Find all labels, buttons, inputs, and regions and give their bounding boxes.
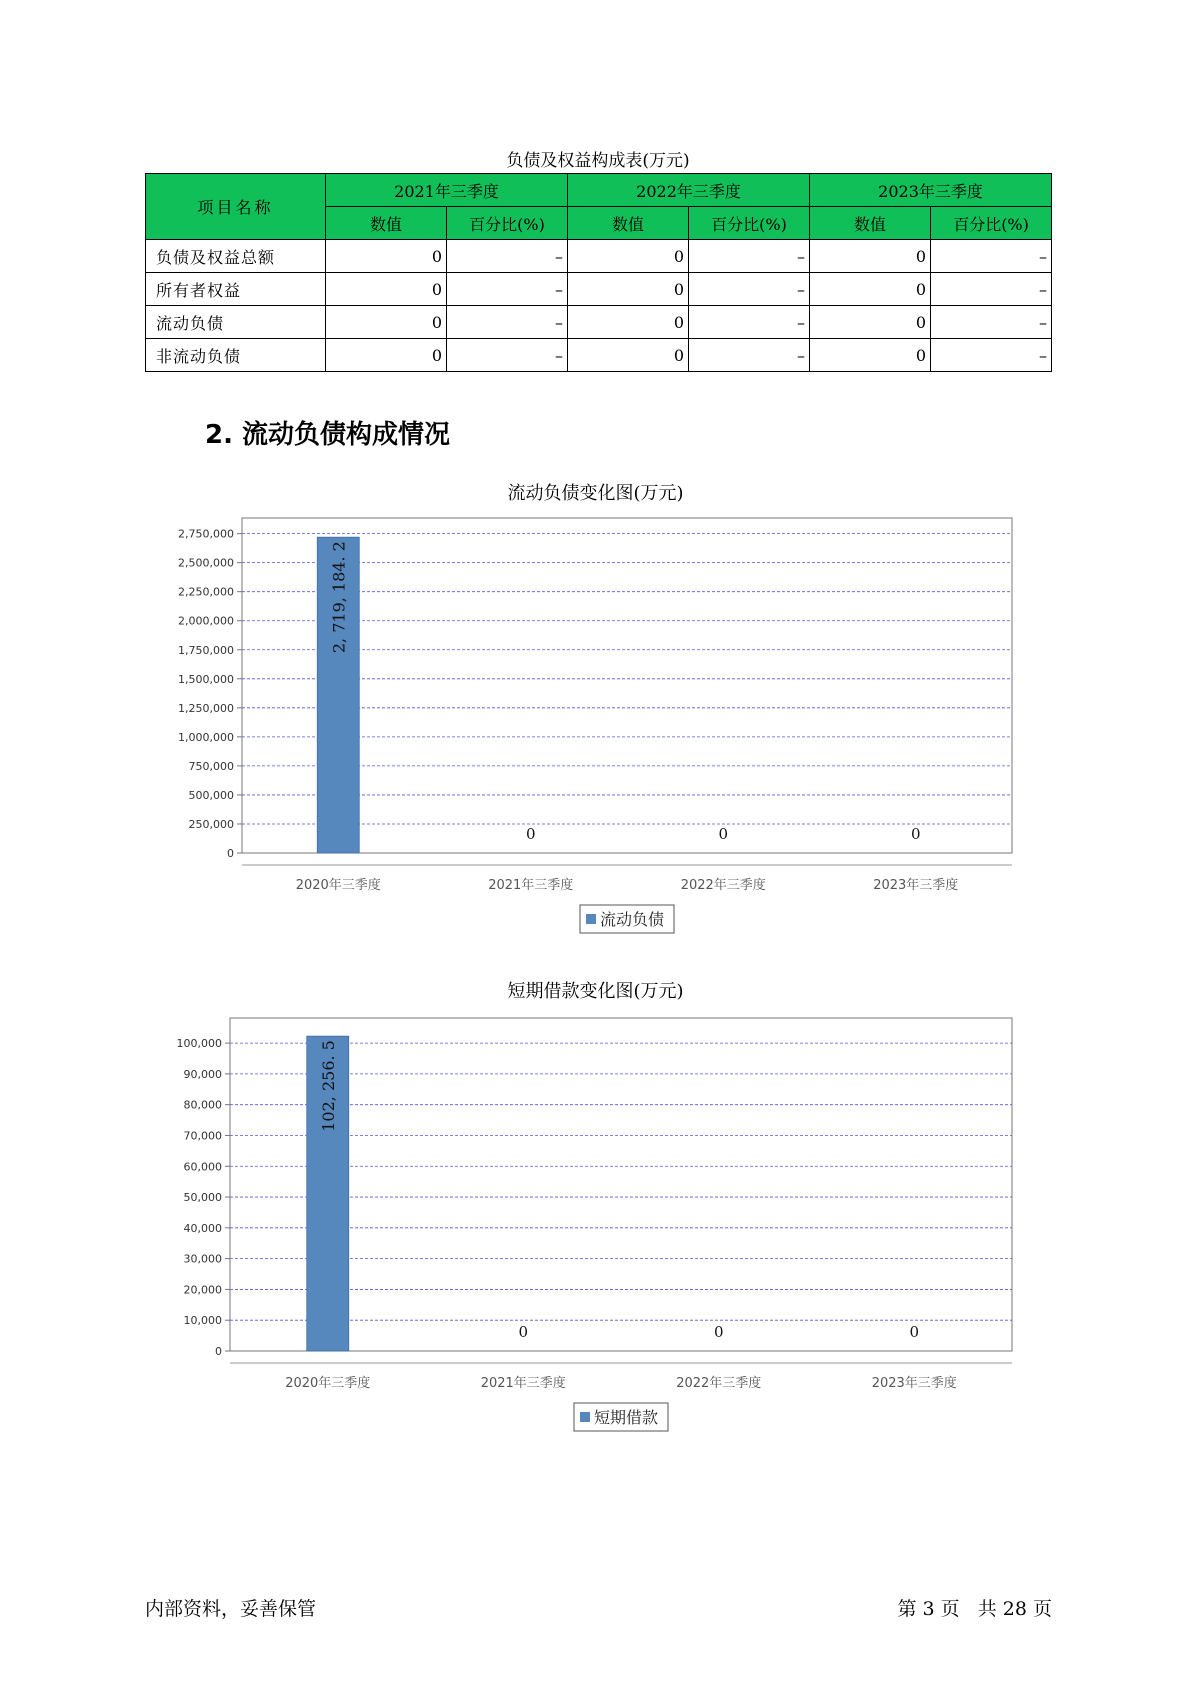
y-tick-label: 500,000 [188, 788, 234, 802]
bar-value-label: 0 [518, 1323, 529, 1341]
y-tick-label: 2,250,000 [178, 585, 234, 599]
y-tick-label: 80,000 [183, 1098, 222, 1112]
header-value: 数值 [326, 207, 447, 240]
y-tick-label: 30,000 [183, 1252, 222, 1266]
y-tick-label: 100,000 [176, 1037, 222, 1051]
cell-percent: – [689, 339, 810, 372]
bar-value-label: 0 [718, 825, 729, 843]
y-tick-label: 0 [227, 847, 234, 860]
header-percent: 百分比(%) [447, 207, 568, 240]
chart-title-short-term-loans: 短期借款变化图(万元) [507, 981, 684, 1002]
y-tick-label: 40,000 [183, 1221, 222, 1235]
cell-percent: – [689, 306, 810, 339]
row-name: 非流动负债 [146, 339, 326, 372]
header-value: 数值 [810, 207, 931, 240]
header-item-name: 项目名称 [146, 174, 326, 240]
table-caption: 负债及权益构成表(万元) [506, 151, 690, 171]
y-tick-label: 50,000 [183, 1191, 222, 1205]
y-tick-label: 2,500,000 [178, 556, 234, 570]
x-tick-label: 2020年三季度 [295, 878, 381, 893]
cell-value: 0 [326, 240, 447, 273]
y-tick-label: 0 [215, 1345, 222, 1358]
section-title: 2. 流动负债构成情况 [205, 420, 451, 450]
x-tick-label: 2020年三季度 [285, 1376, 371, 1391]
footer-confidential: 内部资料，妥善保管 [145, 1598, 317, 1620]
current-liabilities-chart [0, 510, 1191, 970]
cell-percent: – [931, 306, 1052, 339]
legend-label: 流动负债 [600, 910, 665, 929]
y-tick-label: 90,000 [183, 1067, 222, 1081]
cell-value: 0 [810, 273, 931, 306]
y-tick-label: 1,750,000 [178, 643, 234, 657]
cell-value: 0 [326, 273, 447, 306]
cell-value: 0 [326, 339, 447, 372]
cell-percent: – [447, 306, 568, 339]
y-tick-label: 1,500,000 [178, 672, 234, 686]
y-tick-label: 2,000,000 [178, 614, 234, 628]
bar-value-label: 2, 719, 184. 2 [329, 541, 349, 654]
y-tick-label: 10,000 [183, 1314, 222, 1328]
legend-label: 短期借款 [594, 1408, 659, 1427]
legend-swatch [586, 914, 596, 924]
header-period: 2022年三季度 [568, 174, 810, 207]
liabilities-equity-table [145, 173, 1052, 372]
cell-percent: – [689, 273, 810, 306]
y-tick-label: 2,750,000 [178, 527, 234, 541]
x-tick-label: 2022年三季度 [676, 1376, 762, 1391]
row-name: 所有者权益 [146, 273, 326, 306]
cell-percent: – [447, 339, 568, 372]
x-tick-label: 2021年三季度 [488, 878, 574, 893]
table-row [146, 273, 1052, 306]
x-tick-label: 2022年三季度 [680, 878, 766, 893]
row-name: 流动负债 [146, 306, 326, 339]
short-term-loans-chart [0, 1008, 1191, 1468]
y-tick-label: 70,000 [183, 1129, 222, 1143]
y-tick-label: 1,250,000 [178, 701, 234, 715]
bar-value-label: 0 [713, 1323, 724, 1341]
cell-percent: – [931, 339, 1052, 372]
row-name: 负债及权益总额 [146, 240, 326, 273]
header-period: 2023年三季度 [810, 174, 1052, 207]
x-tick-label: 2021年三季度 [480, 1376, 566, 1391]
cell-value: 0 [568, 240, 689, 273]
table-row [146, 306, 1052, 339]
legend-swatch [580, 1412, 590, 1422]
header-value: 数值 [568, 207, 689, 240]
chart-title-current-liabilities: 流动负债变化图(万元) [507, 483, 684, 504]
cell-percent: – [931, 273, 1052, 306]
cell-value: 0 [326, 306, 447, 339]
bar-value-label: 0 [909, 1323, 920, 1341]
cell-value: 0 [568, 339, 689, 372]
cell-value: 0 [568, 273, 689, 306]
y-tick-label: 20,000 [183, 1283, 222, 1297]
header-percent: 百分比(%) [689, 207, 810, 240]
y-tick-label: 1,000,000 [178, 730, 234, 744]
cell-value: 0 [810, 306, 931, 339]
x-tick-label: 2023年三季度 [871, 1376, 957, 1391]
y-tick-label: 750,000 [188, 759, 234, 773]
header-percent: 百分比(%) [931, 207, 1052, 240]
footer-page-number: 第 3 页 共 28 页 [897, 1598, 1052, 1620]
table-row [146, 240, 1052, 273]
cell-value: 0 [810, 339, 931, 372]
cell-percent: – [447, 273, 568, 306]
bar-value-label: 0 [910, 825, 921, 843]
y-tick-label: 60,000 [183, 1160, 222, 1174]
cell-percent: – [447, 240, 568, 273]
bar-value-label: 102, 256. 5 [318, 1040, 338, 1132]
header-period: 2021年三季度 [326, 174, 568, 207]
y-tick-label: 250,000 [188, 817, 234, 831]
bar-value-label: 0 [525, 825, 536, 843]
cell-percent: – [689, 240, 810, 273]
cell-value: 0 [568, 306, 689, 339]
cell-percent: – [931, 240, 1052, 273]
cell-value: 0 [810, 240, 931, 273]
x-tick-label: 2023年三季度 [873, 878, 959, 893]
table-row [146, 339, 1052, 372]
